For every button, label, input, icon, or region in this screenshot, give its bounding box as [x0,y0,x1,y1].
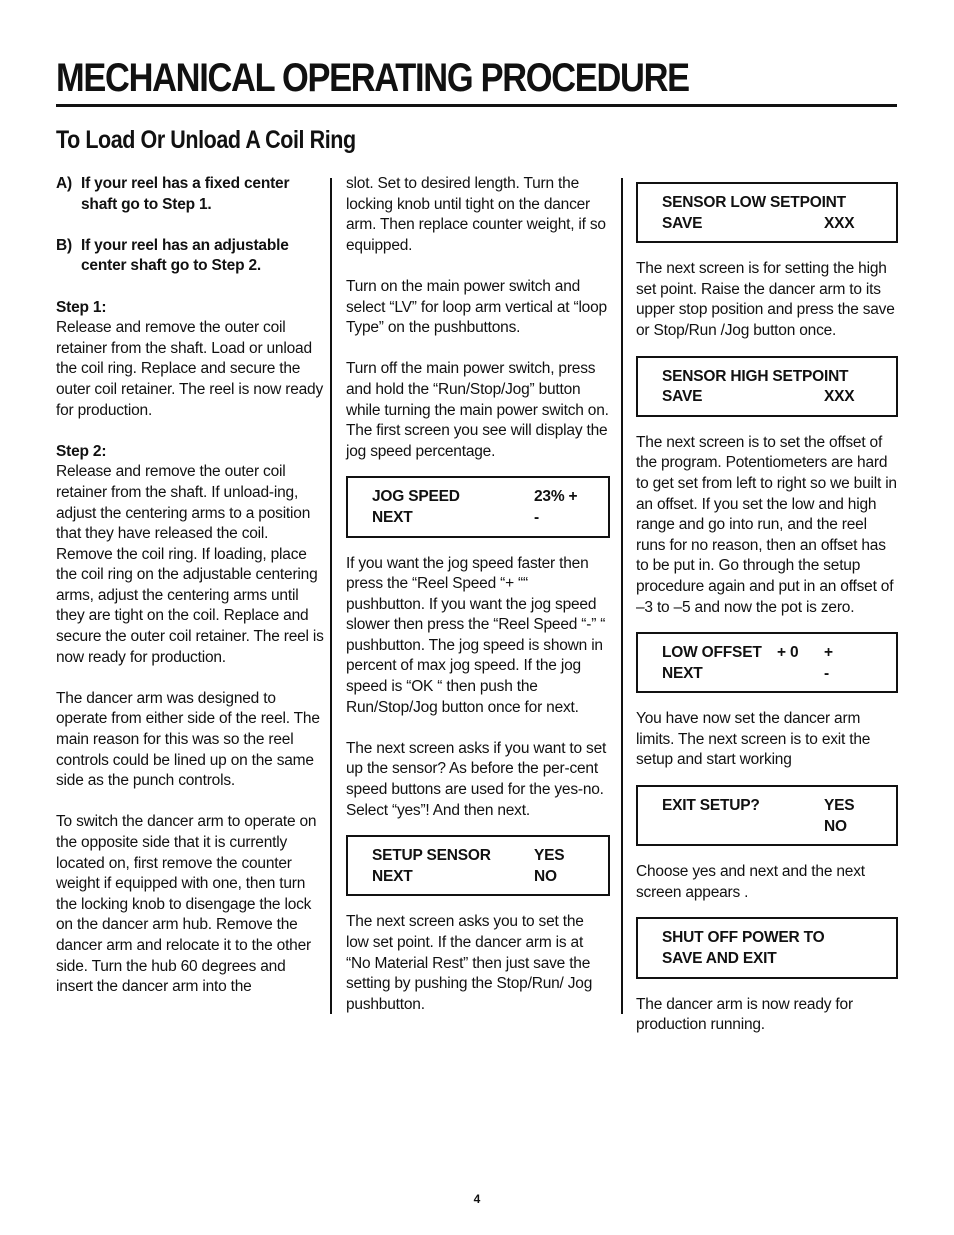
col2-paragraph-6: The next screen asks you to set the low set point. If the dancer arm is at “No Material Rest” then just save the setting by pushing the Stop/Run/ Jog pushbutton. [346,913,593,1013]
setup-next-label: NEXT [372,867,413,885]
col2-paragraph-3: Turn off the main power switch, press and hold the “Run/Stop/Jog” button while turning the main power switch on. The first screen you see will display the jog speed percentage. [346,360,609,460]
step2-heading: Step 2: [56,442,107,460]
page-number: 4 [473,1192,481,1206]
col2-paragraph-2: Turn on the main power switch and select “LV” for loop arm vertical at “loop Type” on the pushbuttons. [346,277,607,337]
jog-next-label: NEXT [372,508,413,526]
sensor-low-value: XXX [824,214,855,232]
step2-text: Release and remove the outer coil retainer from the shaft. If unload-ing, adjust the centering arms to a position that they have released the coil. Remove the coil ring. If loading, place the coil ring on the adjustable centering arms, adjust the centering arms until they are tight on the coil. Replace and secure the outer coil retainer. The reel is now ready for production. [56,463,324,666]
dancer-arm-paragraph: The dancer arm was designed to operate from either side of the reel. The main reason for this was so the reel controls could be lined up on the same side as the punch controls. [56,689,320,790]
low-offset-value: + 0 [777,644,799,662]
section-subtitle: To Load Or Unload A Coil Ring [56,126,356,154]
setup-no-value: NO [534,867,557,885]
col2-paragraph-5: The next screen asks if you want to set up the sensor? As before the per-cent speed buttons are used for the yes-no. Select “yes”! And then next. [346,739,607,819]
instruction-item-b [56,236,324,277]
exit-yes-value: YES [824,797,855,815]
col3-paragraph-5: The dancer arm is now ready for production running. [636,995,853,1034]
jog-speed-screen-box [346,476,610,537]
step1-heading: Step 1: [56,298,107,316]
jog-minus-value: - [534,508,539,526]
setup-sensor-label: SETUP SENSOR [372,847,491,865]
low-offset-spacer [777,664,824,685]
instruction-item-a [56,174,324,215]
shut-off-power-box [636,917,898,978]
col3-paragraph-4: Choose yes and next and the next screen appears . [636,863,865,901]
low-offset-plus: + [824,644,833,662]
col2-paragraph-1: slot. Set to desired length. Turn the locking knob until tight on the dancer arm. Then replace counter weight, if so equipped. [346,175,606,254]
exit-setup-label: EXIT SETUP? [662,797,760,815]
column-3 [636,182,898,1056]
sensor-low-setpoint-box [636,182,898,243]
exit-no-value: NO [824,817,847,835]
column-2 [346,174,610,1036]
col3-paragraph-1: The next screen is for setting the high set point. Raise the dancer arm to its upper stop position and press the save or Stop/Run /Jog button once. [636,260,895,339]
exit-setup-screen-box [636,785,898,846]
item-a-label: A) [56,175,72,192]
sensor-high-setpoint-box [636,356,898,417]
low-offset-screen-box [636,632,898,693]
column-divider-1 [330,178,332,1014]
page-title: MECHANICAL OPERATING PROCEDURE [56,56,689,100]
item-a-text: If your reel has a fixed center shaft go to Step 1. [81,175,290,213]
sensor-high-save-label: SAVE [662,388,703,406]
col3-paragraph-3: You have now set the dancer arm limits. The next screen is to exit the setup and start working [636,710,871,769]
shut-off-line-2: SAVE AND EXIT [662,950,777,968]
jog-speed-value: 23% + [534,488,578,506]
jog-speed-label: JOG SPEED [372,488,460,506]
col2-paragraph-4: If you want the jog speed faster then press the “Reel Speed “+ ““ pushbutton. If you want the jog speed slower then press the “Reel Speed “-” “ pushbutton. The jog speed is shown in percent of max jog speed. If the jog speed is “OK “ then push the Run/Stop/Jog button once for next. [346,554,606,716]
sensor-low-label: SENSOR LOW SETPOINT [662,194,846,211]
shut-off-line-1: SHUT OFF POWER TO [662,929,825,947]
sensor-high-value: XXX [824,388,855,406]
exit-spacer [662,817,824,838]
item-b-text: If your reel has an adjustable center shaft go to Step 2. [81,236,289,275]
sensor-high-label: SENSOR HIGH SETPOINT [662,367,849,385]
col3-paragraph-2: The next screen is to set the offset of the program. Potentiometers are hard to get set from left to right so we built in an offset. If you set the low and high range and go into run, and the reel runs for no reason, then an offset has to be put in. Go through the setup procedure again and put in an offset of –3 to –5 and now the pot is zero. [636,433,897,616]
low-offset-label: LOW OFFSET [662,644,762,662]
sensor-low-save-label: SAVE [662,214,703,232]
step1-text: Release and remove the outer coil retainer from the shaft. Load or unload the coil ring. Replace and secure the outer coil retainer. The reel is now ready for production. [56,319,324,419]
low-offset-minus: - [824,664,829,682]
setup-sensor-screen-box [346,835,610,896]
title-rule [56,104,897,107]
switch-arm-paragraph: To switch the dancer arm to operate on the opposite side that it is currently located on, first remove the counter weight if equipped with one, then turn the locking knob to disengage the lock on the dancer arm hub. Remove the dancer arm and relocate it to the other side. Turn the hub 60 degrees and insert the dancer arm into the [56,813,317,996]
column-divider-2 [621,178,623,1014]
setup-yes-value: YES [534,847,565,865]
low-offset-next-label: NEXT [662,664,703,682]
item-b-label: B) [56,236,72,254]
column-1 [56,174,324,1018]
